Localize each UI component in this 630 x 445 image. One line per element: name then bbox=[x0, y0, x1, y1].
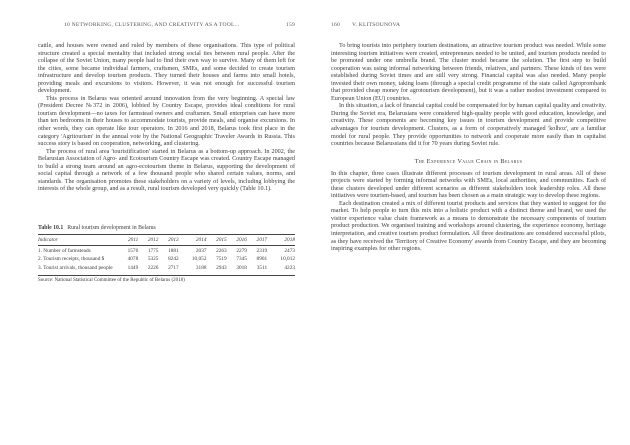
table-header-year: 2011 bbox=[118, 234, 138, 245]
table-cell-indicator: 3. Tourist arrivals, thousand people bbox=[38, 264, 118, 275]
table-cell: 10,052 bbox=[191, 256, 207, 263]
table-cell: 1449 bbox=[118, 264, 138, 275]
table-header-year: 2015 bbox=[206, 234, 226, 245]
table-cell: 2226 bbox=[138, 264, 158, 275]
table-header-year: 2014 bbox=[179, 234, 207, 245]
table-10-1 bbox=[38, 225, 295, 283]
paragraph: cattle, and houses were owned and ruled by members of these organisations. This type of political structure created a special mentality that included strong social ties between rural people. After the collapse of the Soviet Union, many people had to find their own way to survive. Many of them left for the cities, some became individual farmers, craftsmen, SMEs, and some decided to create tourism infrastructure and develop tourism products. They turned their houses and farms into small hotels, providing meals and excursions to visitors. However, it was not enough for successful tourism development. bbox=[38, 43, 295, 95]
table-cell: 1881 bbox=[168, 247, 179, 254]
table-header-year: 2012 bbox=[138, 234, 158, 245]
paragraph: In this situation, a lack of financial capital could be compensated for by human capital quality and creativity. During the Soviet era, Belarusians were considered high-quality people with good education, knowledge, and creativity. These components are becoming key issues in tourism development and provide competitive advantages for tourism development. Clusters, as a form of cooperatively managed 'kolhoz', are a familiar model for rural people. They provide opportunities to network and cooperate more easily than in capitalist countries because Belarussians did it for 70 years during Soviet rule. bbox=[331, 103, 606, 148]
table-header-year: 2013 bbox=[158, 234, 178, 245]
table-header-row bbox=[38, 234, 295, 245]
table-source: Source: National Statistical Committee of the Republic of Belarus (2018) bbox=[38, 277, 185, 283]
table-caption bbox=[38, 225, 295, 231]
table-cell: 1576 bbox=[127, 247, 139, 254]
table-header-year: 2016 bbox=[227, 234, 247, 245]
table-cell: 10,012 bbox=[280, 256, 295, 263]
paragraph: The process of rural area 'touristification' started in Belarus as a bottom-up approach. In 2002, the Belarusian Association of Agro- and Ecotourism Country Escape was created. Country Escape managed to build a strong team around an agro-ecotourism theme in Belarus, supporting the development of social capital through a network of a few thousand people who shared certain values, norms, and standards. The organisation promotes these stakeholders on a variety of levels, including lobbying the interests of the whole group, and as a result, rural tourism developed very quickly (Table 10.1). bbox=[38, 148, 295, 193]
table-cell: 3511 bbox=[247, 264, 267, 275]
table-cell: 7345 bbox=[236, 256, 247, 263]
paragraph: In this chapter, three cases illustrate different processes of tourism development in rural areas. All of these projects were started by forming informal networks with SMEs, local authorities, and communities. Each of these clusters developed under different scenarios as different stakeholders took leadership roles. All these initiatives were tourism-based, and tourism has been chosen as a main strategic way to develop these regions. bbox=[331, 170, 606, 200]
table-cell: 2279 bbox=[236, 247, 247, 254]
table-cell: 4078 bbox=[127, 256, 139, 263]
table-cell: 3018 bbox=[227, 264, 247, 275]
page-number: 159 bbox=[286, 22, 295, 28]
data-table bbox=[38, 234, 295, 276]
table-caption-text: Rural tourism development in Belarus bbox=[67, 224, 156, 231]
table-cell: 2263 bbox=[216, 247, 227, 254]
table-header-year: 2017 bbox=[247, 234, 267, 245]
table-cell: 7519 bbox=[216, 256, 227, 263]
table-cell: 3188 bbox=[179, 264, 207, 275]
running-head-author: V. KLITSOUNOVA bbox=[352, 22, 401, 28]
left-body-text bbox=[38, 43, 295, 194]
table-cell: 2717 bbox=[158, 264, 178, 275]
table-row bbox=[38, 246, 295, 255]
table-header-year: 2018 bbox=[267, 234, 295, 245]
table-cell: 8242 bbox=[168, 256, 179, 263]
table-header-indicator: Indicator bbox=[38, 234, 118, 245]
table-cell: 2943 bbox=[206, 264, 226, 275]
section-heading: The Experience Value Chain in Belarus bbox=[414, 157, 523, 165]
table-row bbox=[38, 255, 295, 264]
paragraph: Each destination created a mix of different tourist products and services that they wanted to suggest for the market. To help people to turn this mix into a holistic product with a distinct theme and brand, we used the visitor experience value chain framework as a means to demonstrate the necessary components of tourism product production. We organised training and workshops around clustering, the experience economy, heritage interpretation, and creative tourism product formulation. All three destinations are considered successful pilots, as they have received the 'Territory of Creative Economy' awards from Country Escape, and they are becoming inspiring examples for other regions. bbox=[331, 200, 606, 253]
table-cell: 2037 bbox=[195, 247, 207, 254]
running-head-left bbox=[38, 22, 295, 32]
table-row bbox=[38, 264, 295, 275]
paragraph: To bring tourists into periphery tourism destinations, an attractive tourism product was needed. While some interesting tourism initiatives were created, entrepreneurs needed to be united, and tourism products needed to be promoted under one umbrella brand. The cluster model became the solution. The first step to build cooperation was using informal networking between friends, relatives, and partners. These kinds of ties were established during Soviet times and are still very strong. Financial capital was also needed. Many people invested their own money, taking loans (through a special credit programme of the state called Agroprombank that provided cheap money for agrotourism development), but it was a rather modest investment compared to European Union (EU) countries. bbox=[331, 43, 606, 102]
table-label: Table 10.1 bbox=[38, 224, 64, 231]
table-cell: 4223 bbox=[267, 264, 295, 275]
table-cell: 2319 bbox=[256, 247, 268, 254]
table-cell-indicator: 2. Tourism receipts, thousand $ bbox=[38, 256, 105, 263]
running-head-right bbox=[331, 22, 606, 32]
table-cell-indicator: 1. Number of farmsteads bbox=[38, 247, 91, 254]
right-page bbox=[315, 0, 630, 445]
paragraph: This process in Belarus was oriented around innovation from the very beginning. A special law (President Decree №372 in 2006), lobbied by Country Escape, provides ideal conditions for rural tourism development—no taxes for farmstead owners and craftsmen. Small enterprises can have more than ten bedrooms in their houses to accommodate tourists, provide meals, and organise excursions. In other words, they can operate like tour operators. In 2016 and 2018, Belarus took first place in the category 'Agritourism' in the annual vote by the National Geographic Traveler Awards in Russia. This success story is based on cooperation, networking, and clustering. bbox=[38, 95, 295, 148]
table-cell: 2473 bbox=[284, 247, 295, 254]
table-cell: 5325 bbox=[147, 256, 159, 263]
right-body-text bbox=[331, 43, 606, 254]
running-head-title: 10 NETWORKING, CLUSTERING, AND CREATIVITY AS A TOOL... bbox=[64, 22, 240, 28]
table-cell: 1775 bbox=[147, 247, 159, 254]
table-cell: 8901 bbox=[256, 256, 268, 263]
page-number: 160 bbox=[331, 22, 340, 28]
